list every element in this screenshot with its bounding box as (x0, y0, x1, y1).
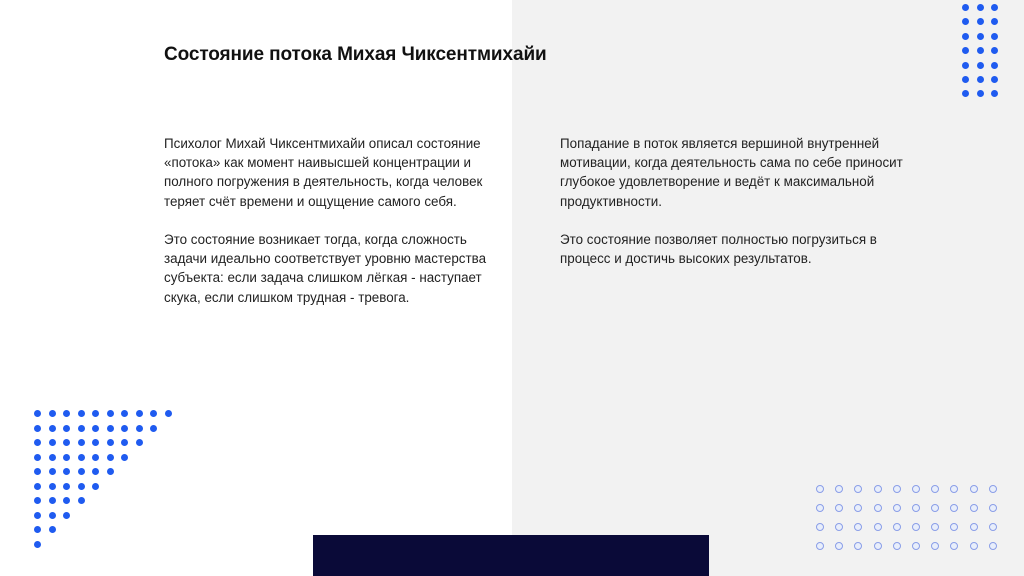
dot-icon (63, 512, 70, 519)
dot-icon (962, 33, 969, 40)
dot-icon (136, 425, 143, 432)
dot-icon (63, 425, 70, 432)
dot-icon (34, 541, 41, 548)
dot-icon (991, 76, 998, 83)
dot-icon (63, 410, 70, 417)
dot-icon (962, 76, 969, 83)
ring-icon (970, 523, 978, 531)
dot-icon (991, 62, 998, 69)
dot-icon (78, 454, 85, 461)
dot-icon (49, 439, 56, 446)
ring-icon (874, 523, 882, 531)
dot-icon (63, 454, 70, 461)
dot-icon (977, 4, 984, 11)
ring-icon (893, 523, 901, 531)
ring-icon (912, 485, 920, 493)
ring-icon (912, 523, 920, 531)
right-text-column (560, 134, 905, 288)
dot-icon (49, 454, 56, 461)
ring-icon (816, 523, 824, 531)
ring-icon (893, 542, 901, 550)
ring-icon (874, 542, 882, 550)
dot-icon (962, 4, 969, 11)
dot-icon (49, 526, 56, 533)
dot-icon (92, 439, 99, 446)
dot-icon (962, 62, 969, 69)
ring-icon (816, 542, 824, 550)
dot-icon (977, 62, 984, 69)
dot-icon (34, 425, 41, 432)
dot-icon (34, 454, 41, 461)
dot-icon (107, 425, 114, 432)
dot-icon (165, 410, 172, 417)
dot-icon (63, 468, 70, 475)
right-paragraph-2: Это состояние позволяет полностью погрузиться в процесс и достичь высоких результатов. (560, 232, 877, 267)
dot-icon (63, 439, 70, 446)
dot-icon (49, 468, 56, 475)
dot-icon (977, 76, 984, 83)
dot-icon (92, 468, 99, 475)
dot-icon (121, 425, 128, 432)
dot-icon (107, 439, 114, 446)
dot-icon (78, 410, 85, 417)
dot-icon (991, 4, 998, 11)
ring-icon (816, 504, 824, 512)
dot-icon (150, 425, 157, 432)
dot-icon (107, 468, 114, 475)
ring-icon (874, 485, 882, 493)
dot-icon (92, 483, 99, 490)
ring-icon (970, 485, 978, 493)
ring-icon (912, 542, 920, 550)
ring-icon (912, 504, 920, 512)
dot-icon (49, 512, 56, 519)
dot-icon (107, 454, 114, 461)
dot-icon (977, 47, 984, 54)
dot-icon (34, 483, 41, 490)
dot-icon (121, 454, 128, 461)
dot-icon (991, 33, 998, 40)
dot-icon (121, 439, 128, 446)
dot-icon (34, 497, 41, 504)
left-paragraph-2: Это состояние возникает тогда, когда сложность задачи идеально соответствует уровню мастерства субъекта: если задача слишком лёгкая - наступает скука, если слишком трудная - тревога. (164, 232, 487, 305)
ring-icon (989, 542, 997, 550)
dot-icon (136, 439, 143, 446)
dot-icon (78, 497, 85, 504)
slide-title: Состояние потока Михая Чиксентмихайи (164, 44, 547, 65)
dot-icon (136, 410, 143, 417)
dot-icon (49, 425, 56, 432)
dot-icon (63, 483, 70, 490)
dot-icon (34, 526, 41, 533)
ring-icon (893, 504, 901, 512)
footer-dark-bar (313, 535, 709, 576)
dot-icon (977, 90, 984, 97)
dot-icon (92, 454, 99, 461)
dot-icon (49, 483, 56, 490)
dot-icon (92, 425, 99, 432)
ring-icon (874, 504, 882, 512)
dot-icon (49, 410, 56, 417)
ring-icon (989, 485, 997, 493)
dot-icon (34, 410, 41, 417)
dot-icon (49, 497, 56, 504)
dot-icon (63, 497, 70, 504)
ring-icon (893, 485, 901, 493)
dot-icon (78, 425, 85, 432)
dot-icon (977, 18, 984, 25)
dot-icon (78, 439, 85, 446)
dot-icon (34, 468, 41, 475)
dot-icon (34, 512, 41, 519)
ring-icon (970, 504, 978, 512)
dot-icon (78, 483, 85, 490)
ring-icon (989, 504, 997, 512)
left-text-column (164, 134, 509, 326)
left-paragraph-1: Психолог Михай Чиксентмихайи описал состояние «потока» как момент наивысшей концентрации и полного погружения в деятельность, когда человек теряет счёт времени и ощущение самого себя. (164, 136, 483, 209)
dot-icon (977, 33, 984, 40)
ring-icon (970, 542, 978, 550)
dot-icon (34, 439, 41, 446)
right-paragraph-1: Попадание в поток является вершиной внутренней мотивации, когда деятельность сама по себе приносит глубокое удовлетворение и ведёт к максимальной продуктивности. (560, 136, 903, 209)
ring-icon (989, 523, 997, 531)
dot-icon (121, 410, 128, 417)
dot-icon (92, 410, 99, 417)
ring-icon (816, 485, 824, 493)
dot-icon (107, 410, 114, 417)
right-background-panel (512, 0, 1024, 576)
dot-icon (150, 410, 157, 417)
dot-icon (78, 468, 85, 475)
